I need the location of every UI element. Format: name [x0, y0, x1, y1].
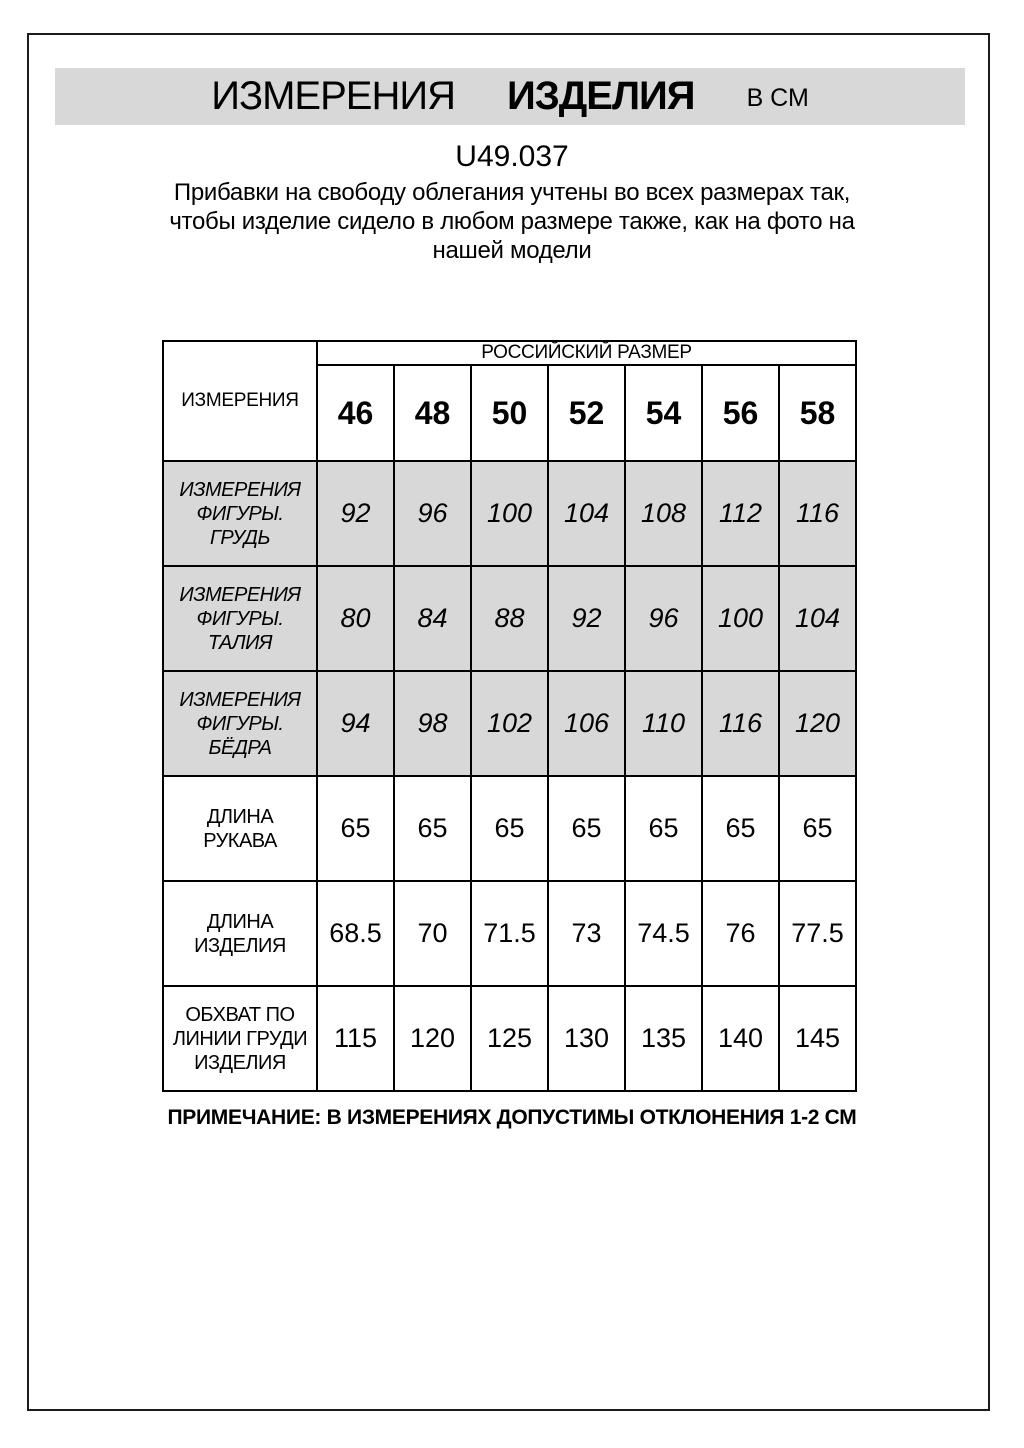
- measurement-value: 65: [548, 776, 625, 881]
- measurement-value: 116: [779, 461, 856, 566]
- measurement-value: 74.5: [625, 881, 702, 986]
- measurement-value: 65: [394, 776, 471, 881]
- measurement-value: 145: [779, 986, 856, 1091]
- row-label: ИЗМЕРЕНИЯ ФИГУРЫ. ТАЛИЯ: [163, 566, 317, 671]
- measurement-value: 80: [317, 566, 394, 671]
- row-label: ДЛИНА РУКАВА: [163, 776, 317, 881]
- measurement-value: 106: [548, 671, 625, 776]
- measurement-value: 92: [548, 566, 625, 671]
- size-column-header: 48: [394, 365, 471, 461]
- table-row: [163, 671, 856, 776]
- row-label: ОБХВАТ ПО ЛИНИИ ГРУДИ ИЗДЕЛИЯ: [163, 986, 317, 1091]
- table-row: [163, 461, 856, 566]
- measurement-value: 140: [702, 986, 779, 1091]
- measurement-value: 104: [779, 566, 856, 671]
- measurement-value: 112: [702, 461, 779, 566]
- size-column-header: 58: [779, 365, 856, 461]
- measurement-value: 71.5: [471, 881, 548, 986]
- measurement-value: 65: [625, 776, 702, 881]
- size-column-header: 46: [317, 365, 394, 461]
- measurement-value: 115: [317, 986, 394, 1091]
- measurement-value: 120: [779, 671, 856, 776]
- measurement-value: 94: [317, 671, 394, 776]
- measurement-value: 96: [394, 461, 471, 566]
- table-row: [163, 566, 856, 671]
- measurement-value: 120: [394, 986, 471, 1091]
- title-measurements: ИЗМЕРЕНИЯ: [211, 74, 455, 118]
- row-label: ИЗМЕРЕНИЯ ФИГУРЫ. ГРУДЬ: [163, 461, 317, 566]
- measurement-value: 98: [394, 671, 471, 776]
- measurement-value: 130: [548, 986, 625, 1091]
- measurement-value: 65: [471, 776, 548, 881]
- measurement-value: 110: [625, 671, 702, 776]
- tolerance-note: ПРИМЕЧАНИЕ: В ИЗМЕРЕНИЯХ ДОПУСТИМЫ ОТКЛОНЕНИЯ 1-2 СМ: [167, 1106, 857, 1129]
- size-column-header: 54: [625, 365, 702, 461]
- fit-description-line: Прибавки на свободу облегания учтены во всех размерах так,: [173, 179, 851, 206]
- table-row: [163, 881, 856, 986]
- table-row: [163, 986, 856, 1091]
- measurement-value: 88: [471, 566, 548, 671]
- measurement-value: 92: [317, 461, 394, 566]
- measurement-value: 135: [625, 986, 702, 1091]
- measurement-value: 116: [702, 671, 779, 776]
- measurement-value: 125: [471, 986, 548, 1091]
- table-row-size-group: [163, 341, 856, 365]
- measurement-value: 108: [625, 461, 702, 566]
- table-row: [163, 776, 856, 881]
- title-product: ИЗДЕЛИЯ: [507, 74, 695, 118]
- measurement-value: 100: [702, 566, 779, 671]
- table-corner-label: ИЗМЕРЕНИЯ: [163, 341, 317, 461]
- measurement-value: 65: [702, 776, 779, 881]
- measurement-value: 77.5: [779, 881, 856, 986]
- size-column-header: 56: [702, 365, 779, 461]
- size-column-header: 50: [471, 365, 548, 461]
- measurement-value: 84: [394, 566, 471, 671]
- title-bar: [55, 68, 965, 125]
- article-code: U49.037: [455, 140, 569, 173]
- measurement-value: 73: [548, 881, 625, 986]
- measurement-value: 96: [625, 566, 702, 671]
- measurement-value: 65: [779, 776, 856, 881]
- fit-description-line: нашей модели: [432, 237, 592, 264]
- measurement-value: 65: [317, 776, 394, 881]
- size-column-header: 52: [548, 365, 625, 461]
- measurement-value: 100: [471, 461, 548, 566]
- row-label: ИЗМЕРЕНИЯ ФИГУРЫ. БЁДРА: [163, 671, 317, 776]
- measurement-value: 102: [471, 671, 548, 776]
- measurement-value: 68.5: [317, 881, 394, 986]
- measurement-value: 104: [548, 461, 625, 566]
- measurement-value: 70: [394, 881, 471, 986]
- title-unit-cm: В СМ: [746, 84, 809, 112]
- size-table: [162, 340, 857, 1092]
- russian-size-header: РОССИЙСКИЙ РАЗМЕР: [317, 341, 856, 365]
- row-label: ДЛИНА ИЗДЕЛИЯ: [163, 881, 317, 986]
- fit-description-line: чтобы изделие сидело в любом размере также, как на фото на: [169, 208, 855, 235]
- measurement-value: 76: [702, 881, 779, 986]
- fit-description: [0, 178, 1024, 265]
